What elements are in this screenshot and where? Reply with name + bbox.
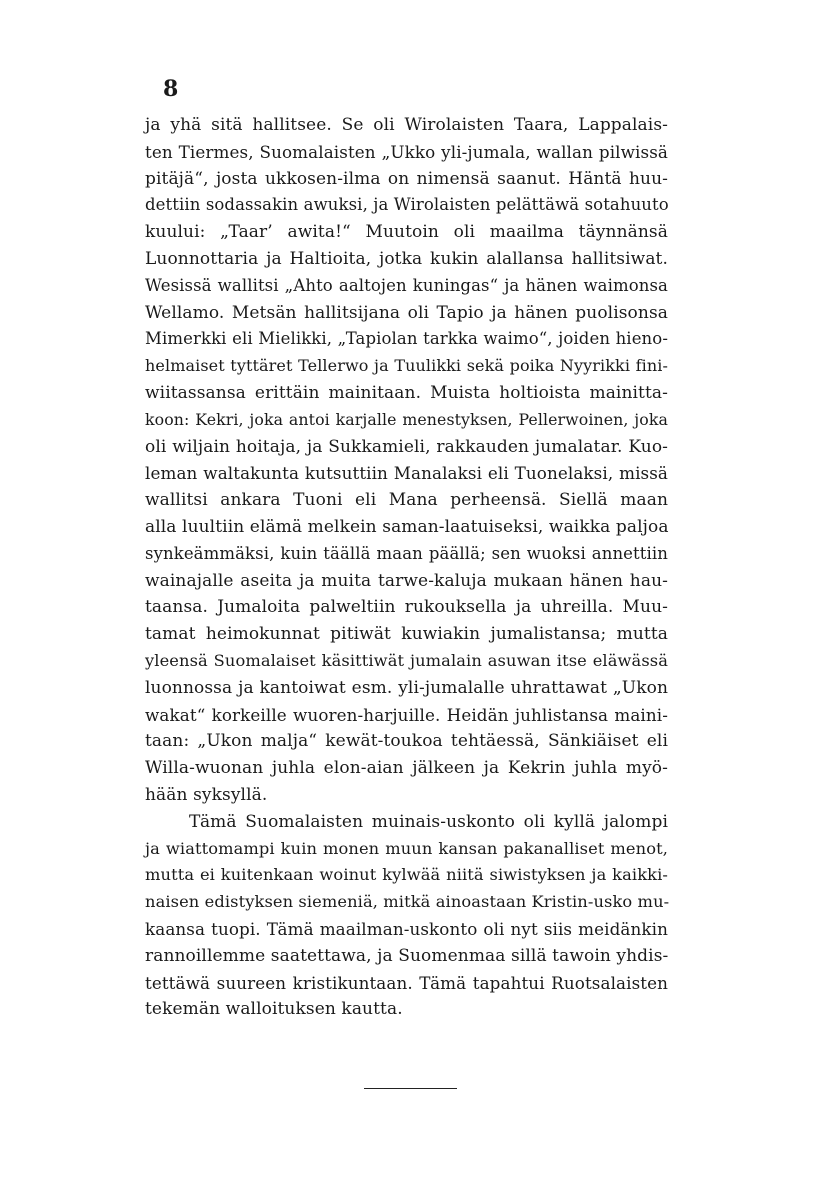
- text-line: wakat“ korkeille wuoren-harjuille. Heidän juhlistansa maini-: [145, 704, 668, 725]
- text-line: mutta ei kuitenkaan woinut kylwää niitä siwistyksen ja kaikki-: [145, 865, 668, 885]
- text-line: pitäjä“, josta ukkosen-ilma on nimensä saanut. Häntä huu-: [145, 168, 668, 189]
- text-line: wainajalle aseita ja muita tarwe-kaluja mukaan hänen hau-: [145, 570, 668, 591]
- text-line: naisen edistyksen siemeniä, mitkä ainoastaan Kristin-usko mu-: [145, 892, 670, 912]
- text-line: Wellamo. Metsän hallitsijana oli Tapio ja hänen puolisonsa: [145, 302, 668, 323]
- text-line: dettiin sodassakin awuksi, ja Wirolaisten pelättäwä sotahuuto: [145, 195, 669, 215]
- text-line: Willa-wuonan juhla elon-aian jälkeen ja Kekrin juhla myö-: [145, 758, 668, 779]
- paragraph-2: [145, 809, 668, 1023]
- text-line: yleensä Suomalaiset käsittiwät jumalain asuwan itse eläwässä: [145, 650, 668, 670]
- text-line: luonnossa ja kantoiwat esm. yli-jumalalle uhrattawat „Ukon: [145, 677, 668, 698]
- text-line: ten Tiermes, Suomalaisten „Ukko yli-jumala, wallan pilwissä: [145, 141, 668, 162]
- text-line: helmaiset tyttäret Tellerwo ja Tuulikki sekä poika Nyyrikki fini-: [145, 356, 668, 376]
- text-line: Wesissä wallitsi „Ahto aaltojen kuningas“ ja hänen waimonsa: [145, 275, 668, 295]
- text-line: ja yhä sitä hallitsee. Se oli Wirolaisten Taara, Lappalais-: [145, 115, 668, 135]
- text-line: kuului: „Taar’ awita!“ Muutoin oli maailma täynnänsä: [145, 222, 668, 243]
- text-line: tamat heimokunnat pitiwät kuwiakin jumalistansa; mutta: [145, 624, 668, 645]
- page-body: [145, 112, 668, 1023]
- text-line: tekemän walloituksen kautta.: [145, 999, 403, 1020]
- section-divider: [364, 1088, 457, 1089]
- text-line: Mimerkki eli Mielikki, „Tapiolan tarkka waimo“, joiden hieno-: [145, 329, 668, 349]
- text-line: alla luultiin elämä melkein saman-laatuiseksi, waikka paljoa: [145, 516, 669, 537]
- text-line: Tämä Suomalaisten muinais-uskonto oli kyllä jalompi: [189, 811, 668, 832]
- text-line: Luonnottaria ja Haltioita, jotka kukin alallansa hallitsiwat.: [145, 248, 668, 269]
- text-line: tettäwä suureen kristikuntaan. Tämä tapahtui Ruotsalaisten: [145, 972, 668, 993]
- text-line: taan: „Ukon malja“ kewät-toukoa tehtäessä, Sänkiäiset eli: [145, 731, 668, 752]
- text-line: ja wiattomampi kuin monen muun kansan pakanalliset menot,: [145, 838, 668, 858]
- text-line: wiitassansa erittäin mainitaan. Muista holtioista mainitta-: [145, 382, 668, 403]
- text-line: rannoillemme saatettawa, ja Suomenmaa sillä tawoin yhdis-: [145, 945, 669, 966]
- page-number: 8: [163, 76, 179, 102]
- text-line: taansa. Jumaloita palweltiin rukouksella ja uhreilla. Muu-: [145, 597, 668, 618]
- text-line: leman waltakunta kutsuttiin Manalaksi eli Tuonelaksi, missä: [145, 463, 668, 484]
- text-line: oli wiljain hoitaja, ja Sukkamieli, rakkauden jumalatar. Kuo-: [145, 436, 668, 457]
- text-line: synkeämmäksi, kuin täällä maan päällä; sen wuoksi annettiin: [145, 543, 668, 563]
- text-line: hään syksyllä.: [145, 784, 268, 805]
- text-line: wallitsi ankara Tuoni eli Mana perheensä. Siellä maan: [145, 490, 668, 511]
- text-line: kaansa tuopi. Tämä maailman-uskonto oli nyt siis meidänkin: [145, 918, 668, 939]
- text-line: koon: Kekri, joka antoi karjalle menestyksen, Pellerwoinen, joka: [145, 409, 668, 429]
- paragraph-1: [145, 112, 668, 809]
